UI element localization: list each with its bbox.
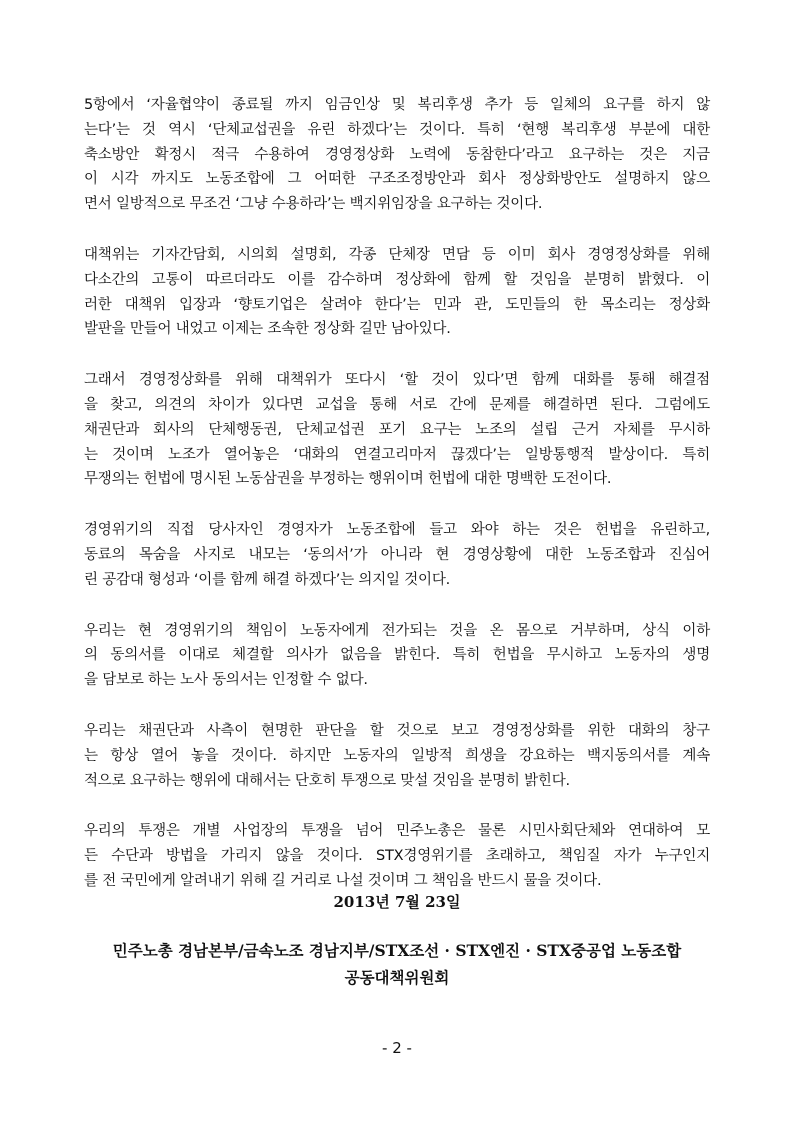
text-line: 적으로 요구하는 행위에 대해서는 단호히 투쟁으로 맞설 것임을 분명히 밝힌다. xyxy=(84,772,570,789)
text-line: 의 동의서를 이대로 체결할 의사가 없음을 밝힌다. 특히 헌법을 무시하고 노동자의 생명 xyxy=(84,647,710,664)
text-line: 우리의 투쟁은 개별 사업장의 투쟁을 넘어 민주노총은 물론 시민사회단체와 연대하여 모 xyxy=(84,823,710,840)
text-line: 동료의 목숨을 사지로 내모는 ‘동의서’가 아니라 현 경영상황에 대한 노동조합과 진심어 xyxy=(84,546,710,563)
organization-line-2: 공동대책위원회 xyxy=(344,968,450,987)
text-line: 우리는 현 경영위기의 책임이 노동자에게 전가되는 것을 온 몸으로 거부하며, 상식 이하 xyxy=(84,622,710,639)
text-line: 대책위는 기자간담회, 시의회 설명회, 각종 단체장 면담 등 이미 회사 경영정상화를 위해 xyxy=(84,246,710,263)
text-line: 면서 일방적으로 무조건 ‘그냥 수용하라’는 백지위임장을 요구하는 것이다. xyxy=(84,196,543,213)
text-line: 린 공감대 형성과 ‘이를 함께 해결 하겠다’는 의지일 것이다. xyxy=(84,571,451,588)
text-line: 든 수단과 방법을 가리지 않을 것이다. STX경영위기를 초래하고, 책임질 자가 누구인지 xyxy=(84,848,710,865)
page-number: - 2 - xyxy=(382,1039,412,1057)
text-line: 발판을 만들어 내었고 이제는 조속한 정상화 길만 남아있다. xyxy=(84,321,451,338)
paragraph-5 xyxy=(84,619,710,693)
paragraph-7 xyxy=(84,819,710,893)
text-line: 경영위기의 직접 당사자인 경영자가 노동조합에 들고 와야 하는 것은 헌법을 유린하고, xyxy=(84,522,710,539)
body-text xyxy=(84,93,710,920)
text-line: 우리는 채권단과 사측이 현명한 판단을 할 것으로 보고 경영정상화를 위한 대화의 창구 xyxy=(84,722,710,739)
text-line: 는 항상 열어 놓을 것이다. 하지만 노동자의 일방적 희생을 강요하는 백지동의서를 계속 xyxy=(84,747,710,764)
text-line: 이 시각 까지도 노동조합에 그 어떠한 구조조정방안과 회사 정상화방안도 설명하지 않으 xyxy=(84,171,710,188)
text-line: 축소방안 확정시 적극 수용하여 경영정상화 노력에 동참한다’라고 요구하는 것은 지금 xyxy=(84,146,710,163)
paragraph-3 xyxy=(84,368,710,492)
text-line: 5항에서 ‘자율협약이 종료될 까지 임금인상 및 복리후생 추가 등 일체의 요구를 하지 않 xyxy=(84,97,710,113)
paragraph-6 xyxy=(84,719,710,793)
text-line: 그래서 경영정상화를 위해 대책위가 또다시 ‘할 것이 있다’면 함께 대화를 통해 해결점 xyxy=(84,372,710,389)
text-line: 를 전 국민에게 알려내기 위해 길 거리로 나설 것이며 그 책임을 반드시 물을 것이다. xyxy=(84,872,602,889)
text-line: 는 것이며 노조가 열어놓은 ‘대화의 연결고리마저 끊겠다’는 일방통행적 발상이다. 특히 xyxy=(84,446,710,463)
text-line: 을 찾고, 의견의 차이가 있다면 교섭을 통해 서로 간에 문제를 해결하면 된다. 그럼에도 xyxy=(84,396,710,413)
paragraph-1 xyxy=(84,93,710,217)
paragraph-2 xyxy=(84,243,710,342)
text-line: 무쟁의는 헌법에 명시된 노동삼권을 부정하는 행위이며 헌법에 대한 명백한 도전이다. xyxy=(84,471,612,488)
paragraph-4 xyxy=(84,518,710,592)
signatory-organization xyxy=(0,937,794,991)
organization-line-1: 민주노총 경남본부/금속노조 경남지부/STX조선 · STX엔진 · STX중공업 노동조합 xyxy=(112,941,682,960)
text-line: 다소간의 고통이 따르더라도 이를 감수하며 정상화에 함께 할 것임을 분명히 밝혔다. 이 xyxy=(84,271,710,288)
text-line: 을 담보로 하는 노사 동의서는 인정할 수 없다. xyxy=(84,672,368,689)
text-line: 는다’는 것 역시 ‘단체교섭권을 유린 하겠다’는 것이다. 특히 ‘현행 복리후생 부분에 대한 xyxy=(84,121,710,138)
text-line: 러한 대책위 입장과 ‘향토기업은 살려야 한다’는 민과 관, 도민들의 한 목소리는 정상화 xyxy=(84,296,710,313)
text-line: 채권단과 회사의 단체행동권, 단체교섭권 포기 요구는 노조의 설립 근거 자체를 무시하 xyxy=(84,421,710,438)
document-date: 2013년 7월 23일 xyxy=(333,893,461,911)
